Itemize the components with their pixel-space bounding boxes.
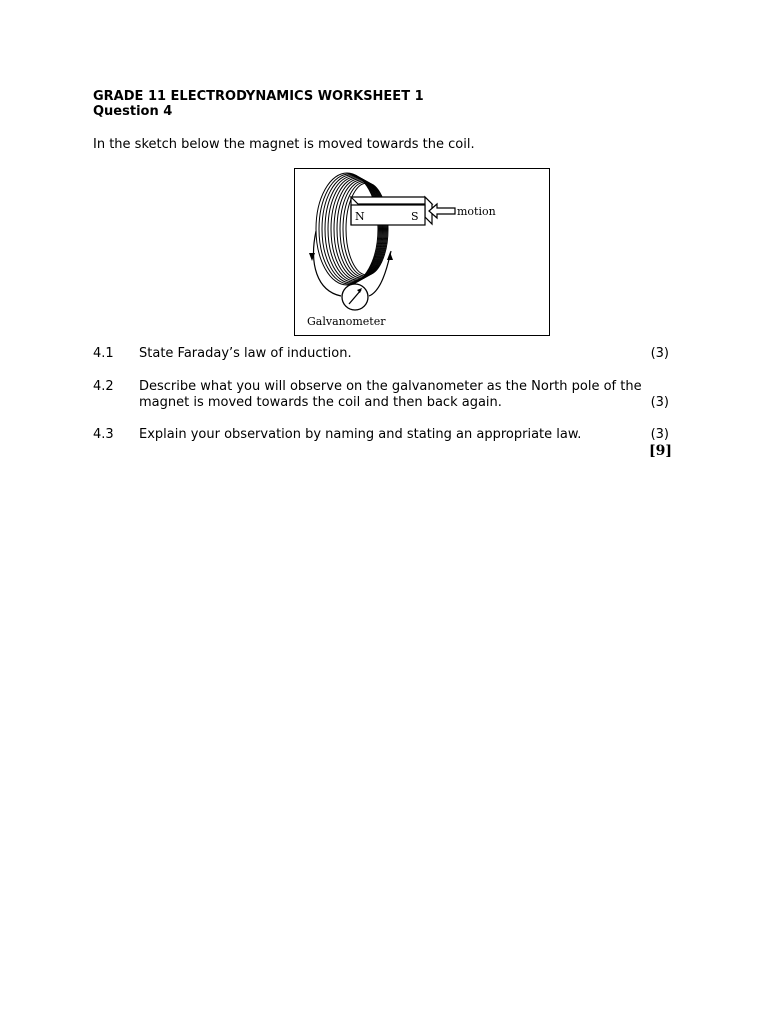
north-pole-label: N [355, 210, 365, 223]
galvanometer-label: Galvanometer [307, 315, 386, 328]
question-heading: Question 4 [93, 104, 173, 119]
question-marks: (3) [650, 395, 669, 410]
worksheet-title: GRADE 11 ELECTRODYNAMICS WORKSHEET 1 [93, 89, 424, 104]
question-text: Describe what you will observe on the galvanometer as the North pole of the magnet is moved towards the coil and then back again. [139, 379, 642, 410]
motion-label: motion [457, 205, 496, 218]
motion-arrow-icon [429, 204, 455, 218]
south-pole-label: S [411, 210, 419, 223]
question-marks: (3) [650, 346, 669, 361]
intro-text: In the sketch below the magnet is moved towards the coil. [93, 137, 475, 152]
question-number: 4.2 [93, 379, 114, 394]
diagram-svg [295, 169, 551, 337]
coil [316, 173, 388, 285]
question-number: 4.3 [93, 427, 114, 442]
current-arrow-up-icon [387, 252, 393, 260]
question-text: State Faraday’s law of induction. [139, 346, 352, 361]
question-text: Explain your observation by naming and stating an appropriate law. [139, 427, 582, 442]
galvanometer-icon [342, 284, 368, 310]
question-marks: (3) [650, 427, 669, 442]
total-marks: [9] [649, 443, 672, 459]
question-number: 4.1 [93, 346, 114, 361]
coil-magnet-diagram [294, 168, 550, 336]
